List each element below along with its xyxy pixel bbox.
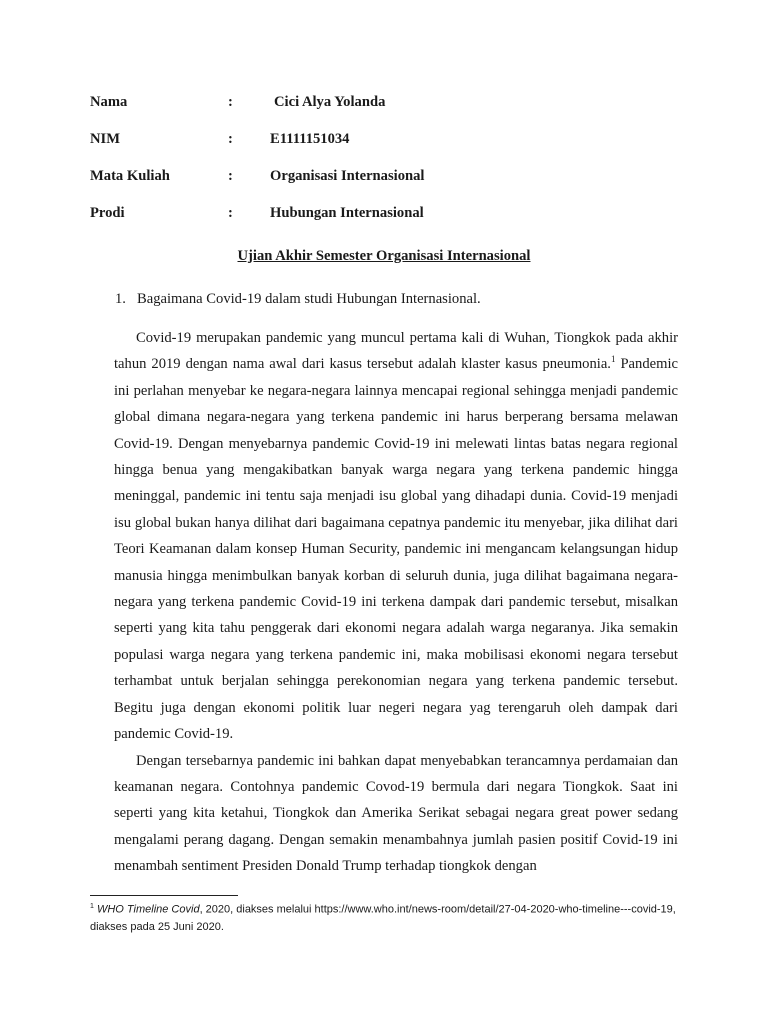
info-colon: : [228, 168, 233, 184]
info-label: NIM [90, 131, 120, 147]
info-colon: : [228, 94, 233, 110]
paragraph [114, 325, 678, 748]
paragraph-text: Pandemic ini perlahan menyebar ke negara-negara lainnya mencapai regional sehingga menjadi pandemic global dimana negara-negara yang terkena pandemic ini harus berperang bersama melawan Covid-19. Dengan menyebarnya pandemic Covid-19 ini melewati lintas batas negara regional hingga benua yang mengakibatkan banyak warga negara yang terkena pandemic hingga meninggal, pandemic ini tentu saja menjadi isu global yang dihadapi dunia. Covid-19 menjadi isu global bukan hanya dilihat dari bagaimana cepatnya pandemic itu menyebar, jika dilihat dari Teori Keamanan dalam konsep Human Security, pandemic ini mengancam kelangsungan hidup manusia hingga menimbulkan banyak korban di seluruh dunia, juga dilihat bagaimana negara-negara yang terkena pandemic Covid-19 ini terkena dampak dari pandemic tersebut, misalkan seperti yang kita tahu penggerak dari ekonomi negara adalah warga negaranya. Jika semakin populasi warga negara yang terkena pandemic ini, maka mobilisasi ekonomi negara tersebut terhambat untuk berjalan sehingga perekonomian negara yang terkena pandemic tersebut. Begitu juga dengan ekonomi politik luar negeri negara yag terengaruh oleh dampak dari pandemic Covid-19. [114, 356, 678, 743]
question-number: 1. [115, 291, 126, 307]
info-colon: : [228, 205, 233, 221]
document-title: Ujian Akhir Semester Organisasi Internasional [237, 248, 531, 264]
info-value: Cici Alya Yolanda [274, 94, 386, 110]
info-value: Hubungan Internasional [270, 205, 424, 221]
footnote-separator [90, 895, 238, 896]
info-label: Nama [90, 94, 128, 110]
footnote-source-title: WHO Timeline Covid [96, 903, 200, 916]
paragraph [114, 748, 678, 880]
question-text: Bagaimana Covid-19 dalam studi Hubungan Internasional. [137, 291, 481, 307]
answer-body [114, 325, 678, 880]
paragraph-text: Dengan tersebarnya pandemic ini bahkan dapat menyebabkan terancamnya perdamaian dan keamanan negara. Contohnya pandemic Covod-19 bermula dari negara Tiongkok. Saat ini seperti yang kita ketahui, Tiongkok dan Amerika Serikat sebagai negara great power sedang mengalami perang dagang. Dengan semakin menambahnya jumlah pasien positif Covid-19 ini menambah sentiment Presiden Donald Trump terhadap tiongkok dengan [114, 752, 678, 875]
footnote-reference: 1 [610, 354, 616, 365]
footnote [90, 898, 690, 936]
footnote-number: 1 [90, 903, 94, 910]
student-info [90, 91, 650, 239]
info-value: Organisasi Internasional [270, 168, 425, 184]
info-label: Prodi [90, 205, 125, 221]
info-row-program [90, 202, 650, 239]
info-label: Mata Kuliah [90, 168, 170, 184]
paragraph-text: Covid-19 merupakan pandemic yang muncul pertama kali di Wuhan, Tiongkok pada akhir tahun 2019 dengan nama awal dari kasus tersebut adalah klaster kasus pneumonia. [114, 330, 678, 373]
info-row-course [90, 165, 650, 202]
info-value: E1111151034 [270, 131, 350, 147]
question-item [115, 288, 481, 310]
info-row-nim [90, 128, 650, 165]
footnote-text: , 2020, diakses melalui https://www.who.int/news-room/detail/27-04-2020-who-timeline---covid-19, diakses pada 25 Juni 2020. [90, 903, 676, 933]
info-row-name [90, 91, 650, 128]
info-colon: : [228, 131, 233, 147]
